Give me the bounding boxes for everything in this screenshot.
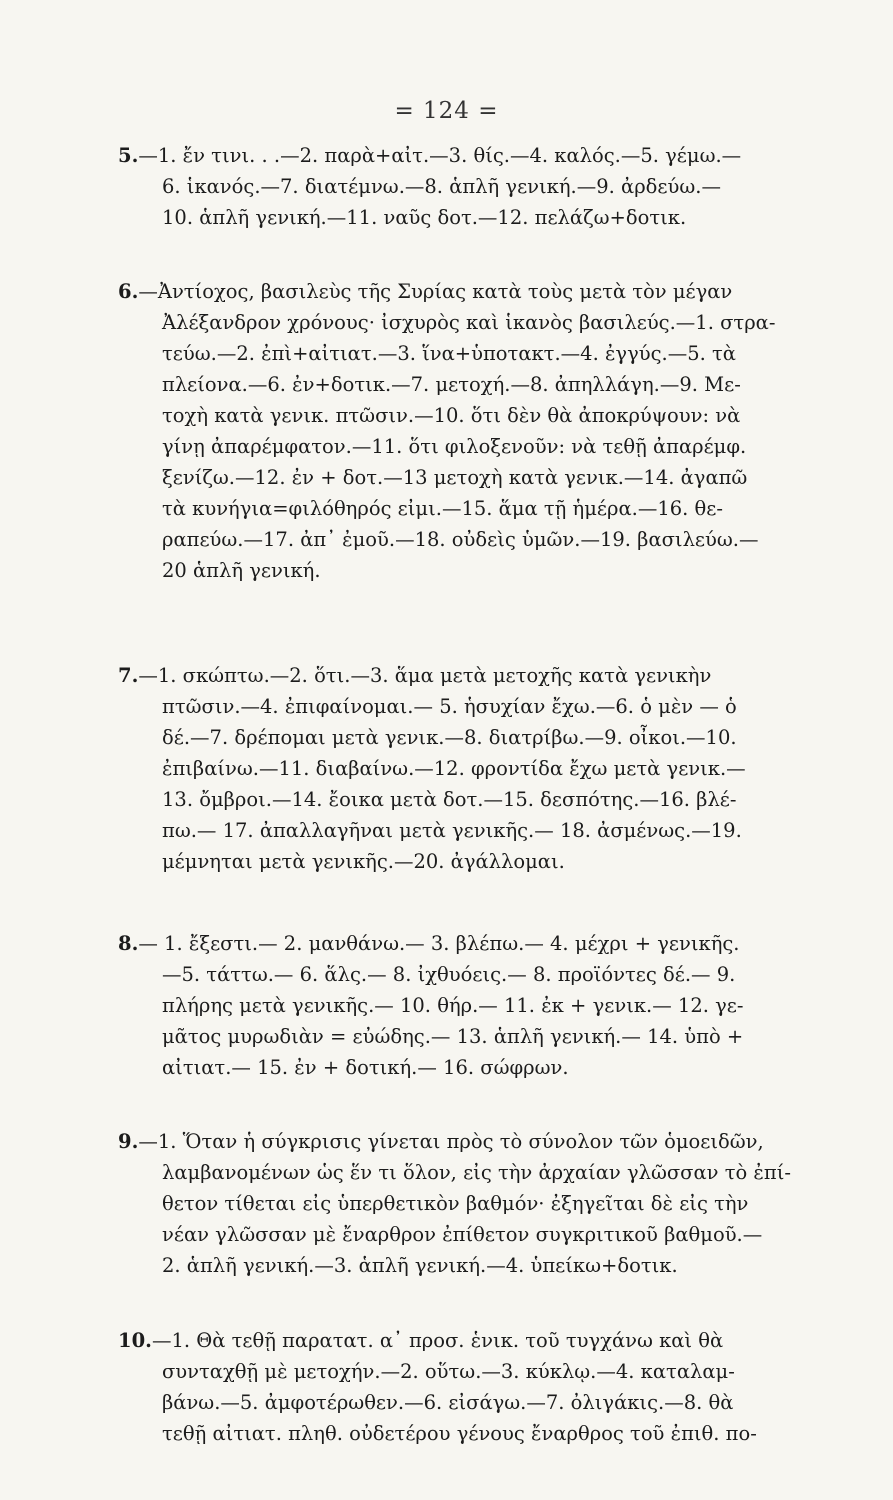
section-number: 5.	[118, 144, 139, 167]
text-line: 2. ἁπλῆ γενική.—3. ἁπλῆ γενική.—4. ὑπείκω+δοτικ.	[162, 1254, 678, 1277]
text-line: 6. ἱκανός.—7. διατέμνω.—8. ἁπλῆ γενική.—9. ἀρδεύω.—	[162, 175, 721, 198]
text-line: μέμνηται μετὰ γενικῆς.—20. ἀγάλλομαι.	[162, 850, 565, 873]
section-number: 7.	[118, 664, 139, 687]
text-line: τὰ κυνήγια=φιλόθηρός εἰμι.—15. ἅμα τῇ ἡμέρα.—16. θε-	[162, 497, 723, 520]
text-line: ἐπιβαίνω.—11. διαβαίνω.—12. φροντίδα ἔχω μετὰ γενικ.—	[162, 757, 746, 780]
section-number: 10.	[118, 1329, 152, 1352]
text-line: 6.—Ἀντίοχος, βασιλεὺς τῆς Συρίας κατὰ τοὺς μετὰ τὸν μέγαν	[118, 280, 733, 303]
text-line: τοχὴ κατὰ γενικ. πτῶσιν.—10. ὅτι δὲν θὰ ἀποκρύψουν: νὰ	[162, 404, 741, 427]
text-line: 10.—1. Θὰ τεθῇ παρατατ. α᾽ προσ. ἑνικ. τοῦ τυγχάνω καὶ θὰ	[118, 1329, 724, 1352]
text-line: πλείονα.—6. ἐν+δοτικ.—7. μετοχή.—8. ἀπηλλάγη.—9. Με-	[162, 373, 741, 396]
text-line: συνταχθῇ μὲ μετοχήν.—2. οὕτω.—3. κύκλῳ.—4. καταλαμ-	[162, 1360, 735, 1383]
text-line: πτῶσιν.—4. ἐπιφαίνομαι.— 5. ἡσυχίαν ἔχω.—6. ὁ μὲν — ὁ	[162, 695, 737, 718]
text-line: γίνῃ ἀπαρέμφατον.—11. ὅτι φιλοξενοῦν: νὰ τεθῇ ἀπαρέμφ.	[162, 435, 747, 458]
section-9	[118, 1126, 838, 1281]
section-number: 8.	[118, 932, 139, 955]
text-line: αἰτιατ.— 15. ἐν + δοτική.— 16. σώφρων.	[162, 1056, 569, 1079]
text-line: θετον τίθεται εἰς ὑπερθετικὸν βαθμόν· ἐξηγεῖται δὲ εἰς τὴν	[162, 1192, 749, 1215]
section-10	[118, 1325, 838, 1449]
text-line: βάνω.—5. ἀμφοτέρωθεν.—6. εἰσάγω.—7. ὀλιγάκις.—8. θὰ	[162, 1391, 734, 1414]
section-6	[118, 276, 838, 586]
text-line: —5. τάττω.— 6. ἅλς.— 8. ἰχθυόεις.— 8. προϊόντες δέ.— 9.	[162, 963, 736, 986]
text-line: 13. ὄμβροι.—14. ἔοικα μετὰ δοτ.—15. δεσπότης.—16. βλέ-	[162, 788, 737, 811]
section-7	[118, 660, 838, 877]
text-line: 7.—1. σκώπτω.—2. ὅτι.—3. ἅμα μετὰ μετοχῆς κατὰ γενικὴν	[118, 664, 712, 687]
section-8	[118, 928, 838, 1083]
text-line: ραπεύω.—17. ἀπ᾽ ἐμοῦ.—18. οὐδεὶς ὑμῶν.—19. βασιλεύω.—	[162, 528, 759, 551]
text-line: μᾶτος μυρωδιὰν = εὐώδης.— 13. ἁπλῆ γενική.— 14. ὑπὸ +	[162, 1025, 744, 1048]
text-line: 10. ἁπλῆ γενική.—11. ναῦς δοτ.—12. πελάζω+δοτικ.	[162, 206, 687, 229]
text-line: δέ.—7. δρέπομαι μετὰ γενικ.—8. διατρίβω.—9. οἶκοι.—10.	[162, 726, 737, 749]
text-line: νέαν γλῶσσαν μὲ ἔναρθρον ἐπίθετον συγκριτικοῦ βαθμοῦ.—	[162, 1223, 763, 1246]
section-5	[118, 140, 838, 233]
text-line: πω.— 17. ἀπαλλαγῆναι μετὰ γενικῆς.— 18. ἀσμένως.—19.	[162, 819, 742, 842]
text-line: πλήρης μετὰ γενικῆς.— 10. θήρ.— 11. ἐκ + γενικ.— 12. γε-	[162, 994, 744, 1017]
text-line: τεύω.—2. ἐπὶ+αἰτιατ.—3. ἵνα+ὑποτακτ.—4. ἐγγύς.—5. τὰ	[162, 342, 736, 365]
page-number: = 124 =	[394, 98, 499, 124]
section-number: 9.	[118, 1130, 139, 1153]
text-line: 8.— 1. ἔξεστι.— 2. μανθάνω.— 3. βλέπω.— 4. μέχρι + γενικῆς.	[118, 932, 740, 955]
text-line: Ἀλέξανδρον χρόνους· ἰσχυρὸς καὶ ἱκανὸς βασιλεύς.—1. στρα-	[162, 311, 776, 334]
text-line: 9.—1. Ὅταν ἡ σύγκρισις γίνεται πρὸς τὸ σύνολον τῶν ὁμοειδῶν,	[118, 1130, 764, 1153]
text-line: 5.—1. ἔν τινι. . .—2. παρὰ+αἰτ.—3. θίς.—4. καλός.—5. γέμω.—	[118, 144, 742, 167]
text-line: ξενίζω.—12. ἐν + δοτ.—13 μετοχὴ κατὰ γενικ.—14. ἀγαπῶ	[162, 466, 748, 489]
section-number: 6.	[118, 280, 139, 303]
text-line: λαμβανομένων ὡς ἕν τι ὅλον, εἰς τὴν ἀρχαίαν γλῶσσαν τὸ ἐπί-	[162, 1161, 791, 1184]
text-line: 20 ἁπλῆ γενική.	[162, 559, 321, 582]
text-line: τεθῇ αἰτιατ. πληθ. οὐδετέρου γένους ἔναρθρος τοῦ ἐπιθ. πο-	[162, 1422, 757, 1445]
